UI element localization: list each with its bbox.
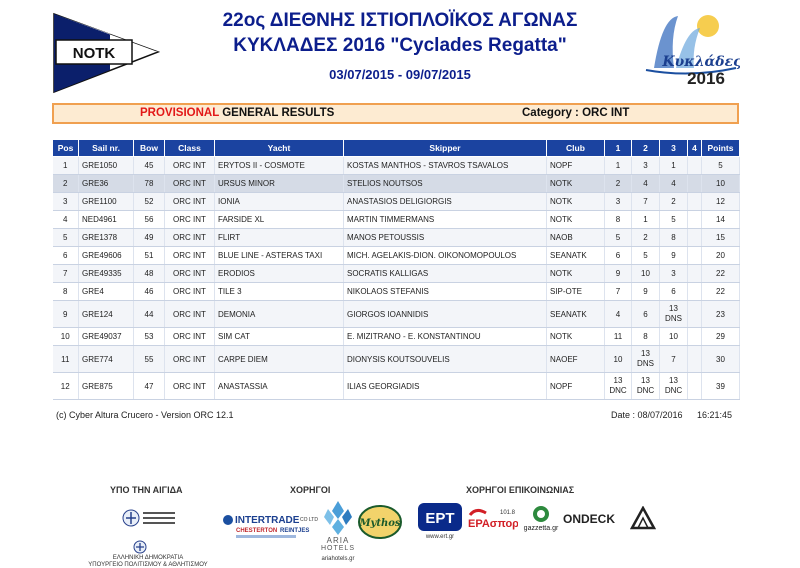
cell-skipper: NIKOLAOS STEFANIS: [344, 283, 547, 301]
cell-race3: 13 DNC: [660, 373, 688, 400]
cell-bow: 48: [134, 265, 165, 283]
cell-race1: 8: [605, 211, 632, 229]
results-table: [52, 139, 740, 400]
ministry-line2: ΥΠΟΥΡΓΕΙΟ ΠΟΛΙΤΙΣΜΟΥ & ΑΘΛΗΤΙΣΜΟΥ: [88, 562, 208, 568]
cell-race3: 5: [660, 211, 688, 229]
cell-pos: 10: [53, 328, 79, 346]
cell-sail-nr: GRE49335: [79, 265, 134, 283]
software-version: (c) Cyber Altura Crucero - Version ORC 12.1: [56, 410, 234, 420]
column-header: 4: [688, 140, 702, 157]
cell-race3: 4: [660, 175, 688, 193]
cell-yacht: ANASTASSIA: [215, 373, 344, 400]
under-aegis-label: ΥΠΟ ΤΗΝ ΑΙΓΙΔΑ: [110, 485, 183, 495]
cell-bow: 45: [134, 157, 165, 175]
column-header: Yacht: [215, 140, 344, 157]
greek-emblem-icon: [132, 540, 148, 554]
cell-sail-nr: GRE1100: [79, 193, 134, 211]
cell-pos: 2: [53, 175, 79, 193]
cell-skipper: MARTIN TIMMERMANS: [344, 211, 547, 229]
table-row: [53, 193, 740, 211]
cell-yacht: CARPE DIEM: [215, 346, 344, 373]
cell-pos: 9: [53, 301, 79, 328]
cell-race4: [688, 265, 702, 283]
cell-race3: 2: [660, 193, 688, 211]
cell-pos: 3: [53, 193, 79, 211]
column-header: Sail nr.: [79, 140, 134, 157]
cell-race1: 10: [605, 346, 632, 373]
cell-points: 39: [702, 373, 740, 400]
results-header-bar: [52, 103, 739, 124]
cell-race4: [688, 283, 702, 301]
table-row: [53, 229, 740, 247]
intertrade-text: INTERTRADE: [235, 515, 300, 526]
cell-yacht: IONIA: [215, 193, 344, 211]
cell-pos: 12: [53, 373, 79, 400]
cell-race1: 6: [605, 247, 632, 265]
column-header: Bow: [134, 140, 165, 157]
column-header: 2: [632, 140, 660, 157]
cell-points: 22: [702, 265, 740, 283]
cell-yacht: TILE 3: [215, 283, 344, 301]
cell-sail-nr: GRE774: [79, 346, 134, 373]
cell-race3: 13 DNS: [660, 301, 688, 328]
cell-race1: 9: [605, 265, 632, 283]
column-header: Points: [702, 140, 740, 157]
cell-yacht: SIM CAT: [215, 328, 344, 346]
ert-logo: [418, 503, 462, 531]
ministry-line1: ΕΛΛΗΝΙΚΗ ΔΗΜΟΚΡΑΤΙΑ: [112, 555, 184, 561]
ert-url: www.ert.gr: [425, 534, 455, 540]
cell-pos: 4: [53, 211, 79, 229]
cell-bow: 78: [134, 175, 165, 193]
results-time: 16:21:45: [697, 410, 733, 420]
cell-club: NAOEF: [547, 346, 605, 373]
intertrade-sub-text: CO LTD: [300, 517, 318, 523]
cell-bow: 47: [134, 373, 165, 400]
cell-skipper: ANASTASIOS DELIGIORGIS: [344, 193, 547, 211]
aria-text: ARIA: [326, 536, 350, 545]
cyclades-logo-text: Κυκλάδες: [662, 54, 740, 70]
cell-race1: 3: [605, 193, 632, 211]
table-row: [53, 247, 740, 265]
cell-race2: 10: [632, 265, 660, 283]
results-title: [140, 107, 334, 119]
cell-race2: 4: [632, 175, 660, 193]
cell-yacht: FLIRT: [215, 229, 344, 247]
gazzetta-text: gazzetta.gr: [523, 525, 559, 532]
cell-club: NOTK: [547, 211, 605, 229]
cell-skipper: SOCRATIS KALLIGAS: [344, 265, 547, 283]
cell-race4: [688, 175, 702, 193]
provisional-label: PROVISIONAL: [140, 107, 220, 119]
cell-race4: [688, 301, 702, 328]
cyclades-logo-year: 2016: [687, 69, 725, 86]
cell-pos: 7: [53, 265, 79, 283]
cell-points: 5: [702, 157, 740, 175]
table-row: [53, 346, 740, 373]
cyclades-2016-logo: [640, 8, 740, 86]
cell-sail-nr: GRE124: [79, 301, 134, 328]
cell-sail-nr: GRE36: [79, 175, 134, 193]
table-row: [53, 211, 740, 229]
erasport-freq: 101.8: [500, 510, 516, 516]
cell-points: 22: [702, 283, 740, 301]
cell-yacht: ERODIOS: [215, 265, 344, 283]
cell-sail-nr: GRE4: [79, 283, 134, 301]
cell-class: ORC INT: [165, 157, 215, 175]
cell-sail-nr: GRE49037: [79, 328, 134, 346]
cell-club: NOTK: [547, 175, 605, 193]
cell-points: 14: [702, 211, 740, 229]
cell-race2: 1: [632, 211, 660, 229]
cell-sail-nr: NED4961: [79, 211, 134, 229]
cell-class: ORC INT: [165, 301, 215, 328]
cell-skipper: GIORGOS IOANNIDIS: [344, 301, 547, 328]
cell-race1: 13 DNC: [605, 373, 632, 400]
sponsors-label: ΧΟΡΗΓΟΙ: [290, 485, 331, 495]
cell-skipper: E. MIZITRANO - E. KONSTANTINOU: [344, 328, 547, 346]
table-header-row: [53, 140, 740, 157]
cell-pos: 8: [53, 283, 79, 301]
column-header: Class: [165, 140, 215, 157]
cell-bow: 44: [134, 301, 165, 328]
cell-club: SIP-OTE: [547, 283, 605, 301]
cell-race3: 3: [660, 265, 688, 283]
cell-bow: 46: [134, 283, 165, 301]
cell-class: ORC INT: [165, 373, 215, 400]
cell-skipper: DIONYSIS KOUTSOUVELIS: [344, 346, 547, 373]
cell-yacht: BLUE LINE - ASTERAS TAXI: [215, 247, 344, 265]
cell-class: ORC INT: [165, 175, 215, 193]
table-row: [53, 175, 740, 193]
cell-race4: [688, 193, 702, 211]
table-row: [53, 265, 740, 283]
cell-pos: 1: [53, 157, 79, 175]
cell-class: ORC INT: [165, 328, 215, 346]
cell-race3: 8: [660, 229, 688, 247]
cell-sail-nr: GRE875: [79, 373, 134, 400]
cell-points: 29: [702, 328, 740, 346]
table-row: [53, 157, 740, 175]
cell-race2: 9: [632, 283, 660, 301]
cell-race3: 7: [660, 346, 688, 373]
mythos-text: Mythos: [359, 518, 401, 529]
hotels-text: HOTELS: [320, 545, 355, 552]
cell-yacht: ERYTOS II - COSMOTE: [215, 157, 344, 175]
event-title-line2: ΚΥΚΛΑΔΕΣ 2016 "Cyclades Regatta": [233, 35, 567, 56]
cell-class: ORC INT: [165, 283, 215, 301]
cell-race4: [688, 247, 702, 265]
table-row: [53, 373, 740, 400]
cell-race4: [688, 346, 702, 373]
cell-club: NAOB: [547, 229, 605, 247]
cell-points: 23: [702, 301, 740, 328]
erasport-logo: [466, 505, 518, 531]
reintjes-text: REINTJES: [280, 528, 310, 534]
chesterton-text: CHESTERTON: [236, 528, 278, 534]
cell-race1: 2: [605, 175, 632, 193]
cell-skipper: KOSTAS MANTHOS - STAVROS TSAVALOS: [344, 157, 547, 175]
cell-race4: [688, 373, 702, 400]
mythos-logo: [358, 505, 402, 539]
cell-race2: 7: [632, 193, 660, 211]
cell-club: SEANATK: [547, 247, 605, 265]
cell-race1: 4: [605, 301, 632, 328]
cell-race3: 9: [660, 247, 688, 265]
cell-race3: 6: [660, 283, 688, 301]
cell-yacht: URSUS MINOR: [215, 175, 344, 193]
notk-logo-text: NOTK: [72, 45, 116, 62]
cell-yacht: DEMONIA: [215, 301, 344, 328]
cell-bow: 53: [134, 328, 165, 346]
general-results-label: GENERAL RESULTS: [222, 107, 335, 119]
table-row: [53, 283, 740, 301]
column-header: Pos: [53, 140, 79, 157]
cell-race1: 7: [605, 283, 632, 301]
column-header: 1: [605, 140, 632, 157]
ondeck-logo: [561, 508, 617, 530]
event-title-line1: 22ος ΔΙΕΘΝΗΣ ΙΣΤΙΟΠΛΟΪΚΟΣ ΑΓΩΝΑΣ: [222, 10, 578, 31]
cell-race3: 10: [660, 328, 688, 346]
ministry-emblem-top: [121, 504, 177, 532]
column-header: 3: [660, 140, 688, 157]
cell-race2: 2: [632, 229, 660, 247]
cell-bow: 55: [134, 346, 165, 373]
cell-club: SEANATK: [547, 301, 605, 328]
category-label: Category : ORC INT: [522, 107, 630, 119]
results-date: Date : 08/07/2016: [611, 410, 683, 420]
cell-club: NOTK: [547, 328, 605, 346]
cell-bow: 49: [134, 229, 165, 247]
ert-text: ΕΡΤ: [425, 510, 455, 527]
cell-race2: 8: [632, 328, 660, 346]
cell-pos: 5: [53, 229, 79, 247]
cell-bow: 56: [134, 211, 165, 229]
intertrade-logo: [222, 509, 318, 539]
media-sponsors-label: ΧΟΡΗΓΟΙ ΕΠΙΚΟΙΝΩΝΙΑΣ: [466, 485, 575, 495]
cell-race2: 13 DNC: [632, 373, 660, 400]
cell-club: NOPF: [547, 157, 605, 175]
cell-bow: 52: [134, 193, 165, 211]
sail-brand-logo: [630, 506, 656, 530]
erasport-text: ΕΡΑσπορ: [468, 518, 518, 530]
cell-points: 20: [702, 247, 740, 265]
cell-sail-nr: GRE1378: [79, 229, 134, 247]
cell-class: ORC INT: [165, 265, 215, 283]
cell-club: NOPF: [547, 373, 605, 400]
column-header: Club: [547, 140, 605, 157]
cell-class: ORC INT: [165, 211, 215, 229]
table-row: [53, 301, 740, 328]
cell-race4: [688, 211, 702, 229]
cell-club: NOTK: [547, 193, 605, 211]
table-row: [53, 328, 740, 346]
ondeck-text: ONDECK: [563, 512, 616, 526]
cell-class: ORC INT: [165, 247, 215, 265]
cell-race1: 5: [605, 229, 632, 247]
cell-pos: 6: [53, 247, 79, 265]
cell-race4: [688, 328, 702, 346]
aria-hotels-logo: [320, 499, 356, 539]
cell-class: ORC INT: [165, 193, 215, 211]
cell-race1: 11: [605, 328, 632, 346]
column-header: Skipper: [344, 140, 547, 157]
cell-sail-nr: GRE49606: [79, 247, 134, 265]
cell-skipper: MANOS PETOUSSIS: [344, 229, 547, 247]
cell-yacht: FARSIDE XL: [215, 211, 344, 229]
cell-skipper: STELIOS NOUTSOS: [344, 175, 547, 193]
cell-skipper: ILIAS GEORGIADIS: [344, 373, 547, 400]
cell-bow: 51: [134, 247, 165, 265]
cell-points: 30: [702, 346, 740, 373]
cell-race2: 3: [632, 157, 660, 175]
gazzetta-logo: [522, 505, 560, 533]
cell-race4: [688, 157, 702, 175]
cell-race3: 1: [660, 157, 688, 175]
cell-class: ORC INT: [165, 229, 215, 247]
cell-class: ORC INT: [165, 346, 215, 373]
cell-race4: [688, 229, 702, 247]
cell-points: 15: [702, 229, 740, 247]
cell-race1: 1: [605, 157, 632, 175]
event-dates: 03/07/2015 - 09/07/2015: [329, 67, 471, 82]
cell-pos: 11: [53, 346, 79, 373]
aria-url: ariahotels.gr: [321, 556, 355, 562]
cell-race2: 13 DNS: [632, 346, 660, 373]
cell-sail-nr: GRE1050: [79, 157, 134, 175]
cell-points: 12: [702, 193, 740, 211]
cell-race2: 5: [632, 247, 660, 265]
cell-club: NOTK: [547, 265, 605, 283]
cell-race2: 6: [632, 301, 660, 328]
cell-skipper: MICH. AGELAKIS-DION. OIKONOMOPOULOS: [344, 247, 547, 265]
cell-points: 10: [702, 175, 740, 193]
